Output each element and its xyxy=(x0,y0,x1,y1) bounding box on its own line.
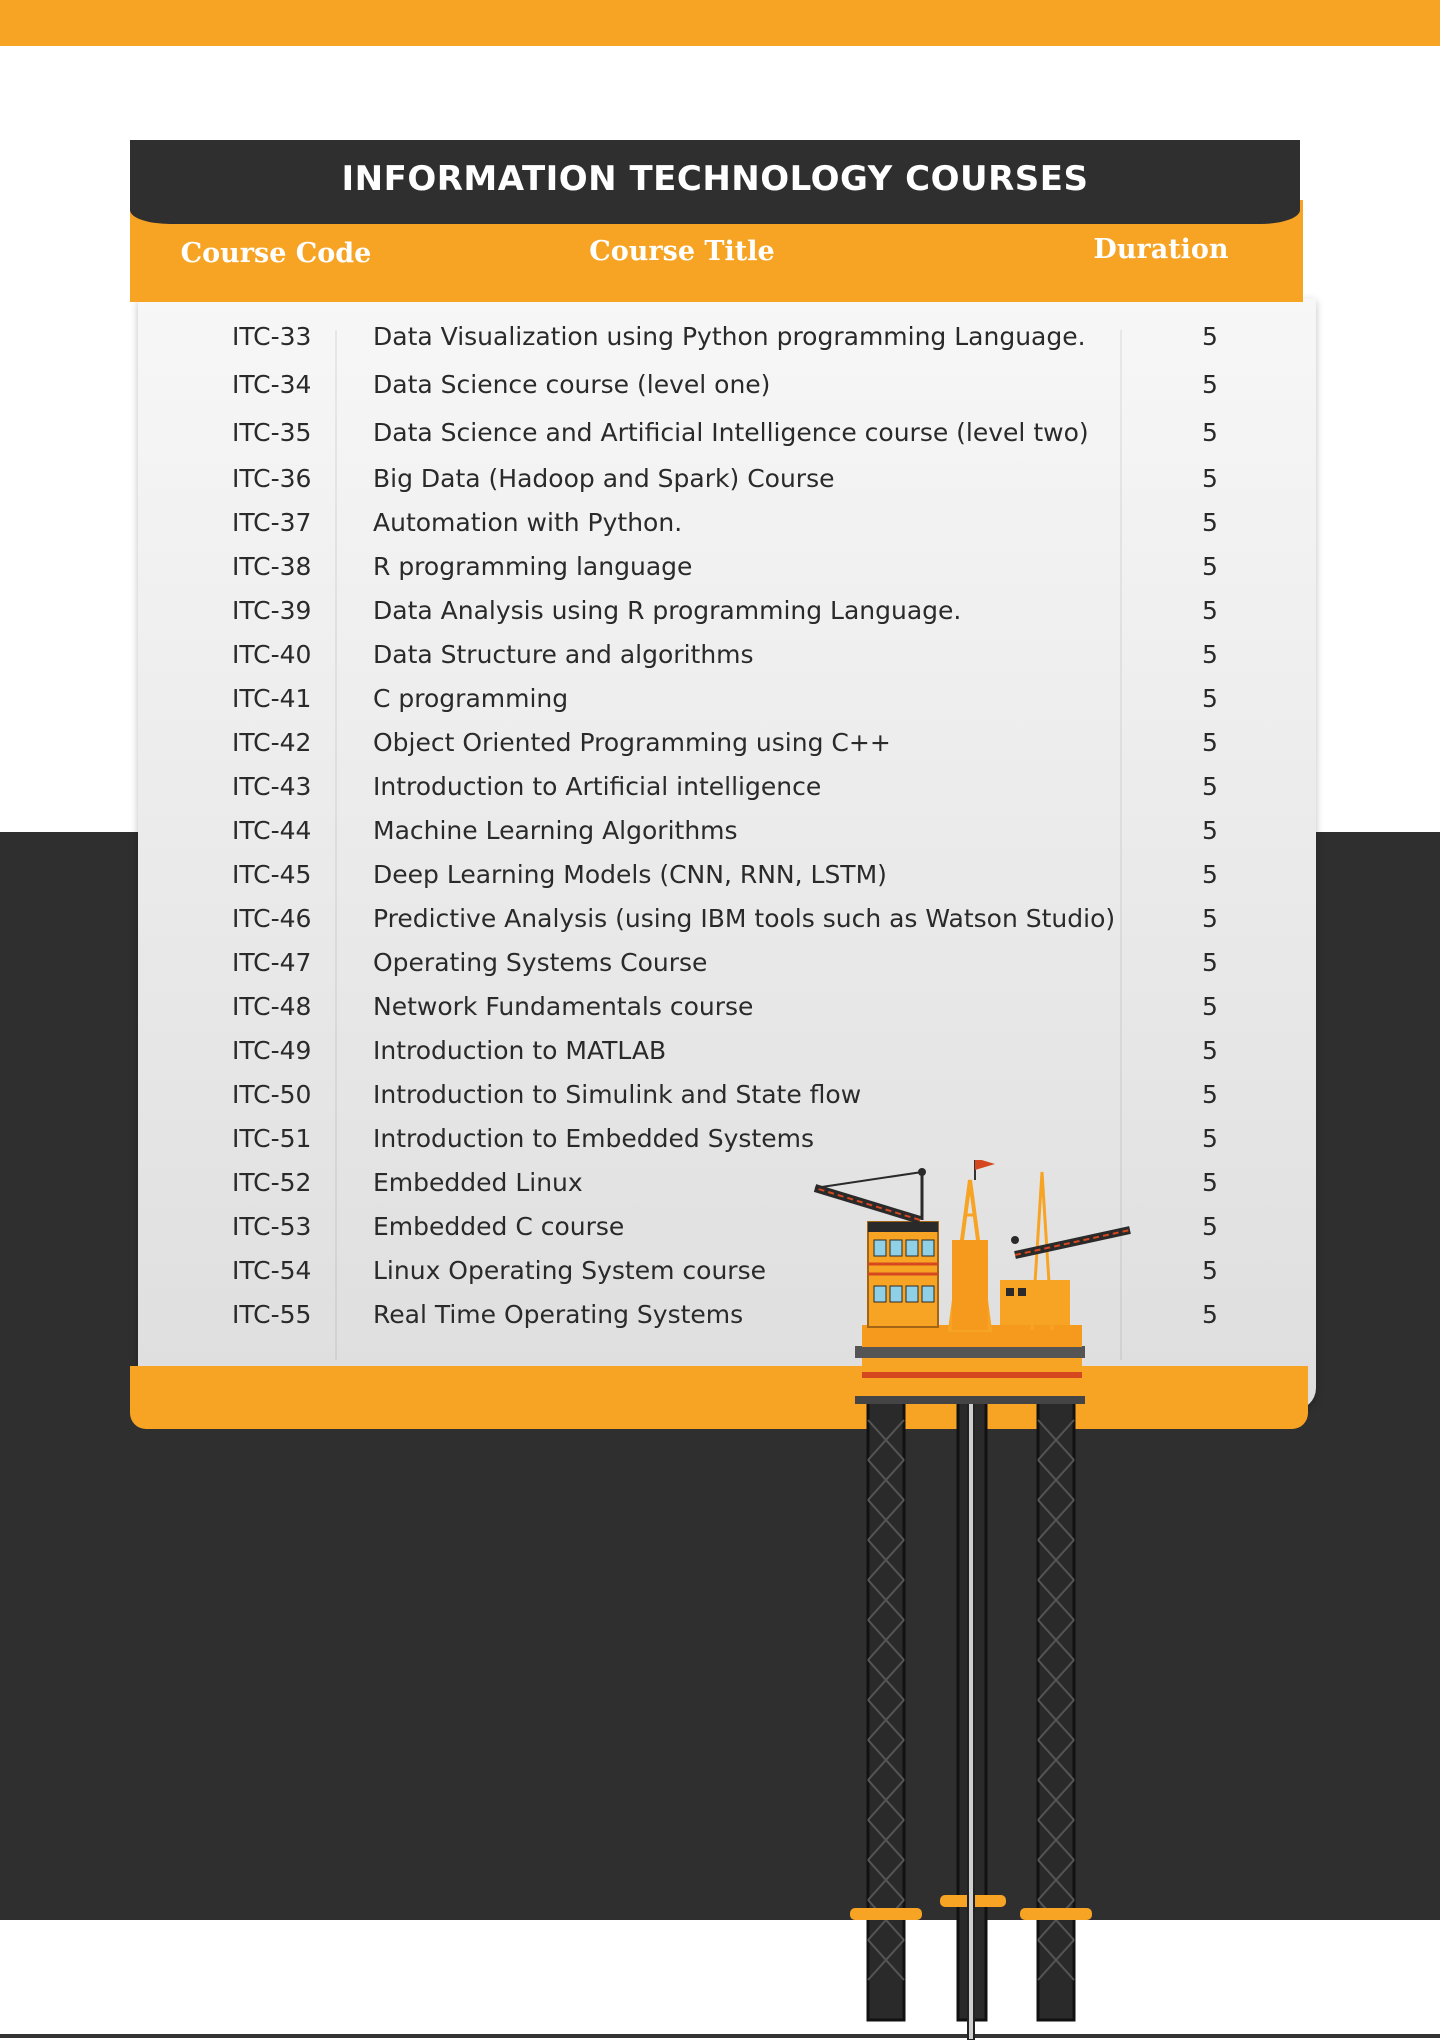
table-row xyxy=(138,458,1316,498)
course-duration: 5 xyxy=(1202,772,1218,801)
course-title: Introduction to Simulink and State flow xyxy=(373,1080,862,1109)
course-duration: 5 xyxy=(1202,1256,1218,1285)
table-row xyxy=(138,502,1316,542)
table-row xyxy=(138,678,1316,718)
course-code: ITC-36 xyxy=(232,464,312,493)
course-code: ITC-47 xyxy=(232,948,312,977)
course-title: Data Science and Artificial Intelligence course (level two) xyxy=(373,418,1089,447)
oil-rig-illustration xyxy=(800,1160,1140,2040)
course-title: Embedded C course xyxy=(373,1212,625,1241)
table-row xyxy=(138,1118,1316,1158)
course-code: ITC-48 xyxy=(232,992,312,1021)
table-row xyxy=(138,1030,1316,1070)
course-title: Deep Learning Models (CNN, RNN, LSTM) xyxy=(373,860,887,889)
course-title: Introduction to MATLAB xyxy=(373,1036,667,1065)
course-duration: 5 xyxy=(1202,1036,1218,1065)
course-duration: 5 xyxy=(1202,816,1218,845)
course-title: Introduction to Embedded Systems xyxy=(373,1124,814,1153)
page-title: INFORMATION TECHNOLOGY COURSES xyxy=(341,159,1089,199)
table-row xyxy=(138,766,1316,806)
table-row xyxy=(138,634,1316,674)
course-duration: 5 xyxy=(1202,728,1218,757)
course-code: ITC-38 xyxy=(232,552,312,581)
course-duration: 5 xyxy=(1202,1212,1218,1241)
course-code: ITC-45 xyxy=(232,860,312,889)
table-row xyxy=(138,986,1316,1026)
course-title: Data Analysis using R programming Language. xyxy=(373,596,962,625)
course-code: ITC-49 xyxy=(232,1036,312,1065)
course-title: Real Time Operating Systems xyxy=(373,1300,744,1329)
header-course-code: Course Code xyxy=(180,238,372,269)
course-code: ITC-34 xyxy=(232,370,312,399)
course-code: ITC-46 xyxy=(232,904,312,933)
course-title: Data Science course (level one) xyxy=(373,370,771,399)
course-code: ITC-53 xyxy=(232,1212,312,1241)
course-title: Big Data (Hadoop and Spark) Course xyxy=(373,464,835,493)
course-code: ITC-44 xyxy=(232,816,312,845)
course-code: ITC-43 xyxy=(232,772,312,801)
course-duration: 5 xyxy=(1202,904,1218,933)
course-duration: 5 xyxy=(1202,1124,1218,1153)
table-row xyxy=(138,722,1316,762)
header-course-title: Course Title xyxy=(589,236,775,267)
course-title: Embedded Linux xyxy=(373,1168,583,1197)
table-row xyxy=(138,546,1316,586)
table-row xyxy=(138,810,1316,850)
course-code: ITC-50 xyxy=(232,1080,312,1109)
course-code: ITC-33 xyxy=(232,322,312,351)
course-duration: 5 xyxy=(1202,860,1218,889)
course-duration: 5 xyxy=(1202,1080,1218,1109)
title-banner xyxy=(130,140,1300,224)
course-code: ITC-52 xyxy=(232,1168,312,1197)
table-row xyxy=(138,590,1316,630)
course-title: Machine Learning Algorithms xyxy=(373,816,738,845)
course-duration: 5 xyxy=(1202,322,1218,351)
table-row xyxy=(138,854,1316,894)
table-row xyxy=(138,942,1316,982)
table-row xyxy=(138,316,1316,356)
course-duration: 5 xyxy=(1202,464,1218,493)
course-code: ITC-41 xyxy=(232,684,312,713)
course-duration: 5 xyxy=(1202,948,1218,977)
course-code: ITC-35 xyxy=(232,418,312,447)
course-title: Predictive Analysis (using IBM tools such as Watson Studio) xyxy=(373,904,1116,933)
course-title: Automation with Python. xyxy=(373,508,683,537)
course-duration: 5 xyxy=(1202,640,1218,669)
course-code: ITC-55 xyxy=(232,1300,312,1329)
course-code: ITC-39 xyxy=(232,596,312,625)
course-duration: 5 xyxy=(1202,1300,1218,1329)
course-code: ITC-37 xyxy=(232,508,312,537)
course-duration: 5 xyxy=(1202,596,1218,625)
course-code: ITC-51 xyxy=(232,1124,312,1153)
table-row xyxy=(138,412,1316,452)
bottom-divider xyxy=(0,2034,1440,2038)
course-title: R programming language xyxy=(373,552,693,581)
course-duration: 5 xyxy=(1202,684,1218,713)
course-duration: 5 xyxy=(1202,992,1218,1021)
top-accent-bar xyxy=(0,0,1440,46)
course-title: Introduction to Artificial intelligence xyxy=(373,772,822,801)
course-title: Data Structure and algorithms xyxy=(373,640,754,669)
course-code: ITC-42 xyxy=(232,728,312,757)
course-duration: 5 xyxy=(1202,370,1218,399)
table-row xyxy=(138,1074,1316,1114)
course-title: Data Visualization using Python programming Language. xyxy=(373,322,1086,351)
course-title: C programming xyxy=(373,684,569,713)
course-code: ITC-54 xyxy=(232,1256,312,1285)
course-title: Network Fundamentals course xyxy=(373,992,754,1021)
course-duration: 5 xyxy=(1202,552,1218,581)
table-row xyxy=(138,898,1316,938)
course-code: ITC-40 xyxy=(232,640,312,669)
header-duration: Duration xyxy=(1093,234,1229,265)
course-duration: 5 xyxy=(1202,1168,1218,1197)
table-row xyxy=(138,364,1316,404)
course-title: Operating Systems Course xyxy=(373,948,708,977)
course-title: Linux Operating System course xyxy=(373,1256,766,1285)
course-duration: 5 xyxy=(1202,508,1218,537)
course-duration: 5 xyxy=(1202,418,1218,447)
course-title: Object Oriented Programming using C++ xyxy=(373,728,891,757)
